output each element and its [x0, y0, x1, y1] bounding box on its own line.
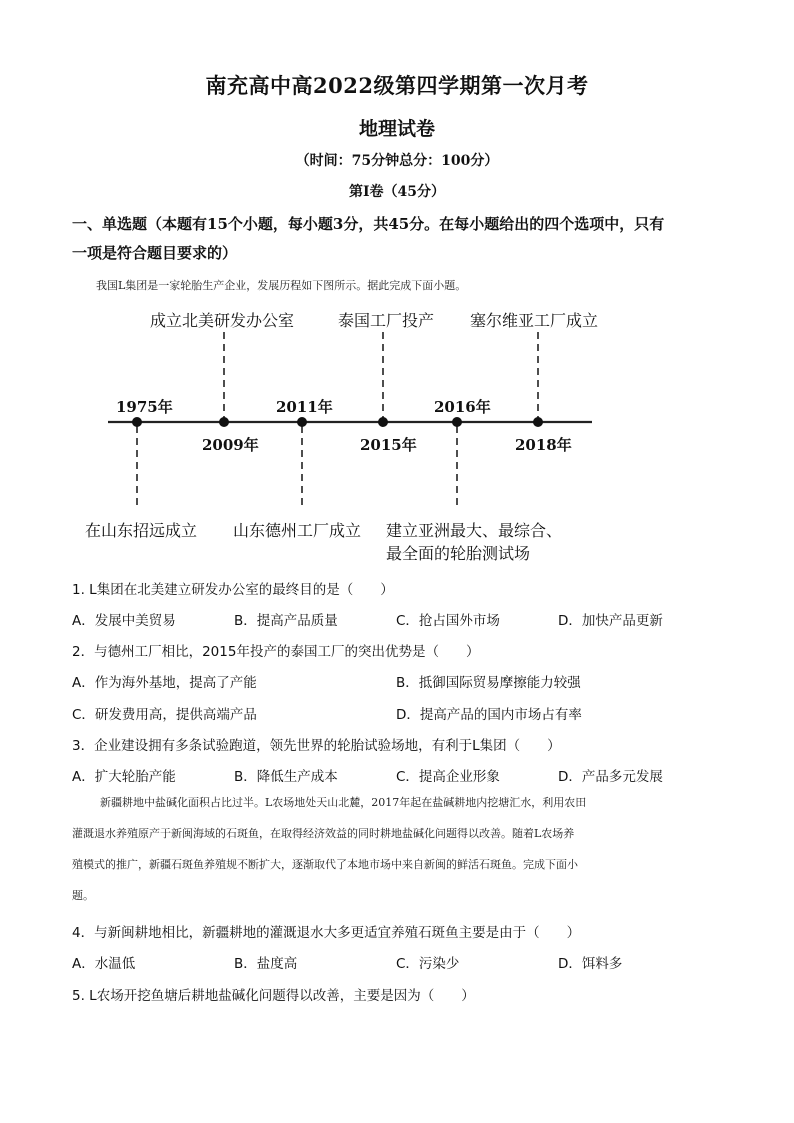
timeline-dot-2009	[219, 417, 229, 427]
year-1975: 1975年	[116, 398, 173, 416]
event-2011: 山东德州工厂成立	[233, 521, 362, 540]
timeline-dot-2011	[297, 417, 307, 427]
question-1-option-a: A．发展中美贸易	[72, 613, 176, 629]
event-2018: 塞尔维亚工厂成立	[470, 311, 599, 330]
timeline-dot-2018	[533, 417, 543, 427]
question-3-stem: 3．企业建设拥有多条试验跑道，领先世界的轮胎试验场地，有利于L集团（ ）	[72, 738, 561, 754]
intro2-line1: 新疆耕地中盐碱化面积占比过半。L农场地处天山北麓，2017年起在盐碱耕地内挖塘汇水，利用农田	[100, 796, 587, 809]
question-2-option-c: C．研发费用高，提供高端产品	[72, 707, 257, 723]
year-2016: 2016年	[434, 398, 491, 416]
intro2-line3: 殖模式的推广，新疆石斑鱼养殖规不断扩大，逐渐取代了本地市场中来自新闽的鲜活石斑鱼。完成下面小	[72, 858, 578, 871]
event-2015: 泰国工厂投产	[338, 311, 435, 330]
year-2018: 2018年	[515, 436, 572, 454]
question-1-option-b: B．提高产品质量	[234, 613, 338, 629]
event-2016-line1: 建立亚洲最大、最综合、	[386, 521, 563, 540]
year-2009: 2009年	[202, 436, 259, 454]
year-2015: 2015年	[360, 436, 417, 454]
question-1-option-c: C．抢占国外市场	[396, 613, 500, 629]
timeline-dot-2016	[452, 417, 462, 427]
time-score-info: （时间：75分钟总分：100分）	[295, 153, 499, 169]
question-3-option-c: C．提高企业形象	[396, 769, 500, 785]
event-2016-line2: 最全面的轮胎测试场	[386, 544, 531, 563]
question-4-stem: 4．与新闽耕地相比，新疆耕地的灌溉退水大多更适宜养殖石斑鱼主要是由于（ ）	[72, 925, 581, 941]
question-2-option-a: A．作为海外基地，提高了产能	[72, 675, 257, 691]
year-2011: 2011年	[276, 398, 333, 416]
timeline-dot-2015	[378, 417, 388, 427]
timeline-dot-1975	[132, 417, 142, 427]
section-instruction-line1: 一、单选题（本题有15个小题，每小题3分，共45分。在每小题给出的四个选项中，只有	[72, 215, 665, 233]
event-2009: 成立北美研发办公室	[150, 311, 295, 330]
section-instruction-line2: 一项是符合题目要求的）	[72, 244, 238, 262]
intro2-line2: 灌溉退水养殖原产于新闽海域的石斑鱼，在取得经济效益的同时耕地盐碱化问题得以改善。随着L农场养	[72, 827, 575, 840]
question-3-option-d: D．产品多元发展	[558, 769, 663, 785]
question-4-option-a: A．水温低	[72, 956, 136, 972]
subject-title: 地理试卷	[358, 118, 435, 140]
question-4-option-c: C．污染少	[396, 956, 460, 972]
volume-label: 第Ⅰ卷（45分）	[348, 184, 446, 200]
exam-title: 南充高中高2022级第四学期第一次月考	[205, 73, 589, 98]
question-group-intro: 我国L集团是一家轮胎生产企业，发展历程如下图所示。据此完成下面小题。	[96, 279, 467, 292]
question-1-stem: 1. L集团在北美建立研发办公室的最终目的是（ ）	[72, 582, 394, 598]
intro2-line4: 题。	[72, 889, 94, 902]
question-4-option-b: B．盐度高	[234, 956, 298, 972]
question-3-option-b: B．降低生产成本	[234, 769, 338, 785]
question-2-stem: 2．与德州工厂相比，2015年投产的泰国工厂的突出优势是（ ）	[72, 644, 480, 660]
event-1975: 在山东招远成立	[85, 521, 198, 540]
question-2-option-d: D．提高产品的国内市场占有率	[396, 707, 582, 723]
question-3-option-a: A．扩大轮胎产能	[72, 769, 176, 785]
question-1-option-d: D．加快产品更新	[558, 613, 663, 629]
question-2-option-b: B．抵御国际贸易摩擦能力较强	[396, 675, 581, 691]
question-5-stem: 5. L农场开挖鱼塘后耕地盐碱化问题得以改善，主要是因为（ ）	[72, 988, 475, 1004]
question-4-option-d: D．饵料多	[558, 956, 623, 972]
